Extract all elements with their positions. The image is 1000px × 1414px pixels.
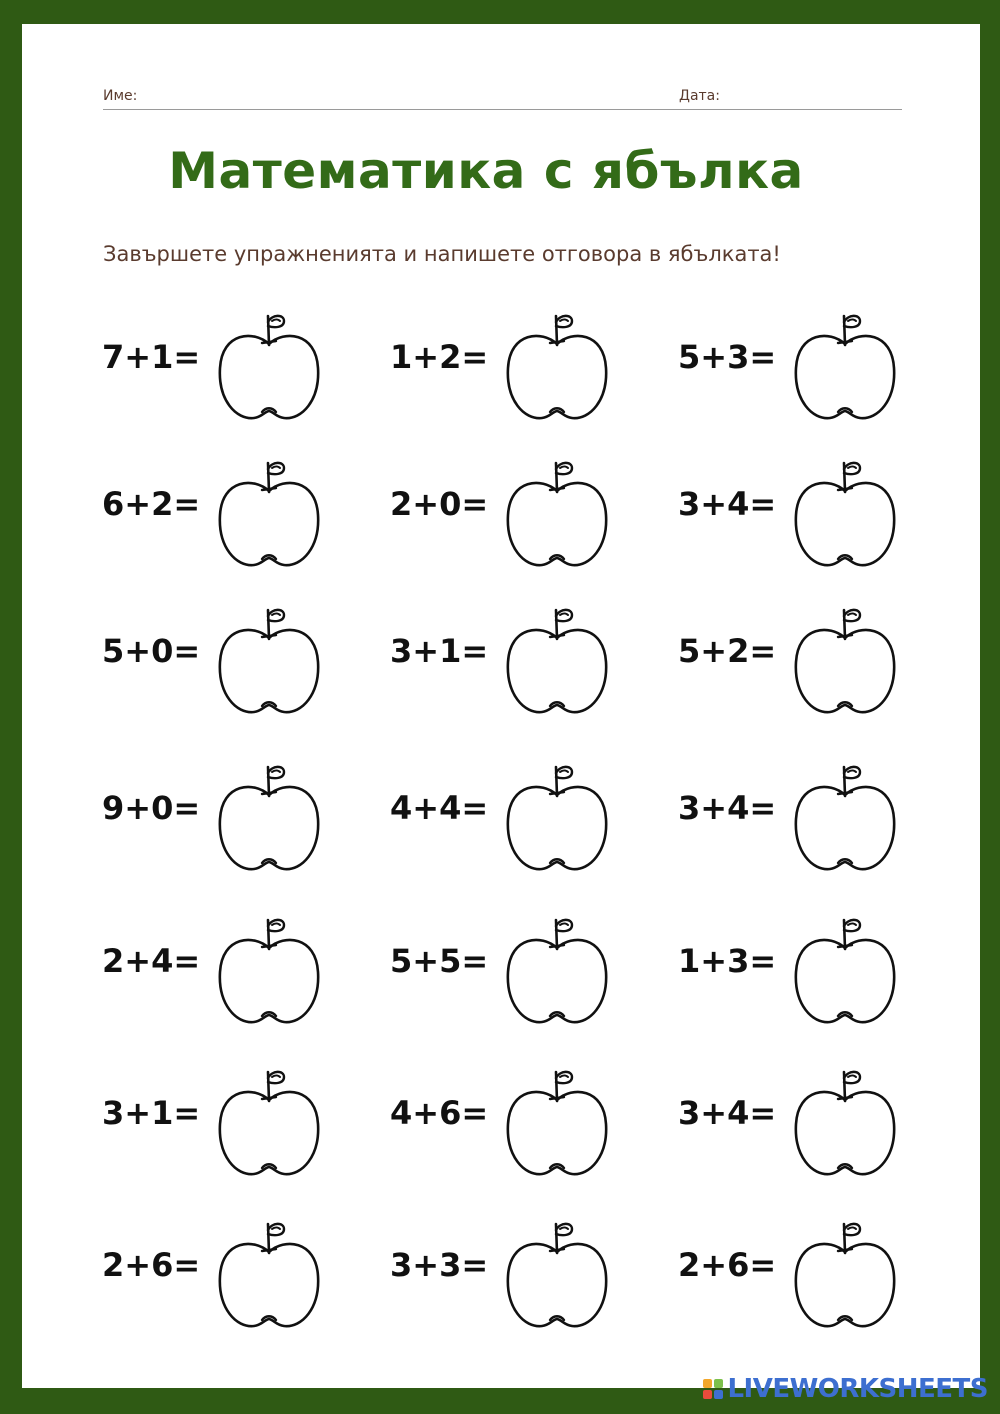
liveworksheets-logo (703, 1372, 988, 1406)
apple-icon (502, 455, 612, 575)
problem-expression: 5+0= (102, 632, 201, 670)
problem-expression: 2+6= (678, 1246, 777, 1284)
apple-icon (502, 602, 612, 722)
apple-answer-box[interactable] (502, 1216, 612, 1336)
problem-expression: 4+4= (390, 789, 489, 827)
liveworksheets-logo-icon (703, 1379, 723, 1399)
apple-icon (790, 1216, 900, 1336)
problem-expression: 3+4= (678, 1094, 777, 1132)
apple-icon (502, 1216, 612, 1336)
apple-answer-box[interactable] (214, 759, 324, 879)
problem-item (390, 310, 670, 430)
problem-item (390, 914, 670, 1034)
apple-icon (214, 759, 324, 879)
apple-icon (214, 308, 324, 428)
problem-expression: 3+1= (102, 1094, 201, 1132)
apple-answer-box[interactable] (214, 912, 324, 1032)
worksheet-page (22, 24, 980, 1388)
apple-answer-box[interactable] (502, 1064, 612, 1184)
problem-item (102, 604, 382, 724)
problem-item (102, 761, 382, 881)
problem-item (390, 761, 670, 881)
apple-answer-box[interactable] (790, 602, 900, 722)
apple-icon (502, 759, 612, 879)
apple-icon (502, 1064, 612, 1184)
problem-item (678, 914, 958, 1034)
problem-item (678, 604, 958, 724)
problem-expression: 5+3= (678, 338, 777, 376)
apple-icon (502, 308, 612, 428)
apple-answer-box[interactable] (790, 1064, 900, 1184)
apple-answer-box[interactable] (214, 455, 324, 575)
problem-item (102, 1218, 382, 1338)
apple-icon (502, 912, 612, 1032)
apple-icon (790, 1064, 900, 1184)
problem-item (678, 1218, 958, 1338)
apple-answer-box[interactable] (790, 308, 900, 428)
problem-expression: 4+6= (390, 1094, 489, 1132)
problem-item (390, 1218, 670, 1338)
apple-icon (214, 1216, 324, 1336)
problem-item (678, 1066, 958, 1186)
problem-expression: 5+2= (678, 632, 777, 670)
apple-icon (790, 759, 900, 879)
apple-icon (790, 455, 900, 575)
instructions-text: Завършете упражненията и напишете отговора в ябълката! (103, 242, 781, 266)
problem-expression: 6+2= (102, 485, 201, 523)
problem-expression: 2+6= (102, 1246, 201, 1284)
name-label: Име: (103, 88, 138, 104)
apple-answer-box[interactable] (214, 1216, 324, 1336)
problem-expression: 1+2= (390, 338, 489, 376)
apple-icon (214, 602, 324, 722)
problem-item (390, 604, 670, 724)
problem-expression: 3+1= (390, 632, 489, 670)
problem-item (102, 914, 382, 1034)
apple-answer-box[interactable] (790, 455, 900, 575)
logo-text: LIVEWORKSHEETS (727, 1374, 988, 1404)
apple-answer-box[interactable] (502, 759, 612, 879)
problem-item (678, 761, 958, 881)
apple-answer-box[interactable] (214, 602, 324, 722)
problem-expression: 1+3= (678, 942, 777, 980)
problem-expression: 2+0= (390, 485, 489, 523)
problem-item (678, 310, 958, 430)
apple-icon (214, 912, 324, 1032)
problem-item (390, 457, 670, 577)
problem-expression: 2+4= (102, 942, 201, 980)
apple-answer-box[interactable] (502, 912, 612, 1032)
apple-answer-box[interactable] (790, 759, 900, 879)
apple-answer-box[interactable] (214, 308, 324, 428)
problem-grid (22, 24, 980, 1388)
problem-expression: 3+3= (390, 1246, 489, 1284)
apple-answer-box[interactable] (790, 1216, 900, 1336)
problem-item (102, 1066, 382, 1186)
problem-expression: 9+0= (102, 789, 201, 827)
apple-answer-box[interactable] (502, 308, 612, 428)
apple-answer-box[interactable] (502, 455, 612, 575)
apple-answer-box[interactable] (790, 912, 900, 1032)
apple-icon (790, 308, 900, 428)
problem-item (390, 1066, 670, 1186)
apple-icon (790, 912, 900, 1032)
apple-icon (790, 602, 900, 722)
problem-item (678, 457, 958, 577)
apple-answer-box[interactable] (502, 602, 612, 722)
page-title: Математика с ябълка (168, 142, 804, 200)
date-label: Дата: (679, 88, 720, 104)
problem-expression: 3+4= (678, 789, 777, 827)
apple-icon (214, 455, 324, 575)
apple-answer-box[interactable] (214, 1064, 324, 1184)
problem-expression: 5+5= (390, 942, 489, 980)
problem-item (102, 457, 382, 577)
problem-expression: 7+1= (102, 338, 201, 376)
problem-expression: 3+4= (678, 485, 777, 523)
problem-item (102, 310, 382, 430)
apple-icon (214, 1064, 324, 1184)
